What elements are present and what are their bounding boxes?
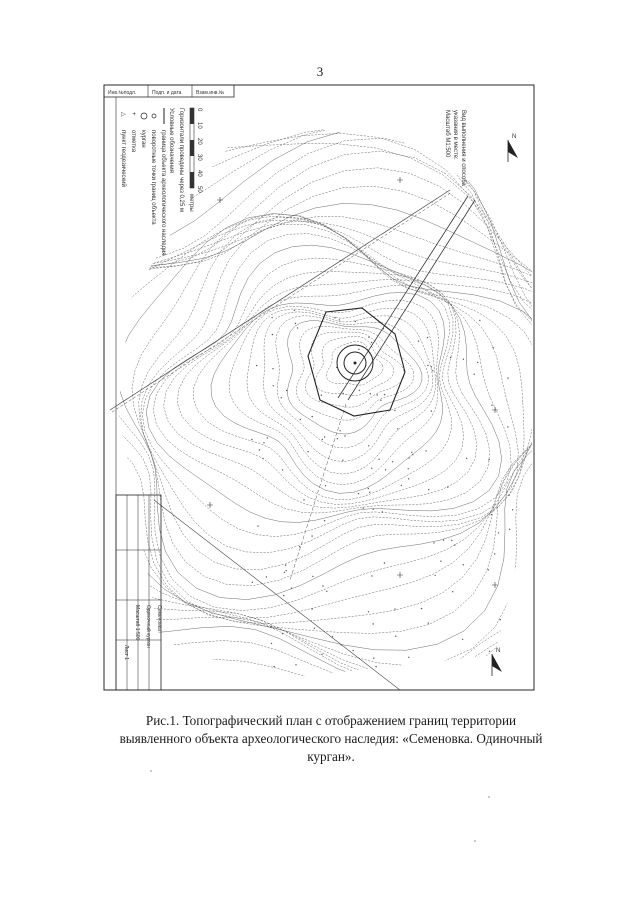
elevation-dot [373,657,374,658]
elevation-dot [488,569,489,570]
elevation-dot [267,437,268,438]
elevation-dot [500,619,501,620]
caption-line-3: курган». [307,749,355,764]
caption-line-2: выявленного объекта археологического наследия: «Семеновка. Одиночный [119,731,543,746]
scale-tick-3: 30 [196,154,202,161]
elevation-dot [263,442,264,443]
elevation-dot [512,509,513,510]
elevation-dot [322,585,323,586]
grid-cross [207,502,213,508]
elevation-dot [295,664,296,665]
elevation-dot [286,570,287,571]
elevation-dot [286,390,287,391]
elevation-dot [397,666,398,667]
elevation-dot [435,575,436,576]
scan-speck [488,796,490,798]
elevation-dot [427,365,428,366]
elevation-dot [339,319,340,320]
elevation-dot [418,340,419,341]
elevation-dot [259,449,260,450]
north-symbol-bottom: N [496,648,501,654]
elevation-dot [337,438,338,439]
elevation-dot [463,564,464,565]
elevation-dot [384,394,385,395]
elevation-dot [266,576,267,577]
elevation-dot [503,659,504,660]
elevation-dot [262,458,263,459]
elevation-dot [425,450,426,451]
elevation-dot [312,416,313,417]
elevation-dot [371,468,372,469]
elevation-dot [479,320,480,321]
elevation-dot [326,591,327,592]
elevation-dot [371,342,372,343]
corridor-line-1 [338,196,468,398]
elevation-dot [432,370,433,371]
elevation-dot [325,485,326,486]
elevation-dot [428,622,429,623]
elevation-dot [339,430,340,431]
elevation-dot [447,487,448,488]
legend-title: Условные обозначения [168,108,174,173]
elevation-dot [273,666,274,667]
elevation-dot [353,650,354,651]
elevation-dot [282,469,283,470]
elevation-dot [440,561,441,562]
elevation-dot [507,377,508,378]
elevation-dot [498,532,499,533]
elevation-dot [477,362,478,363]
elevation-dot [303,499,304,500]
elevation-dot [431,410,432,411]
legend-item-points: поворотные точки границ объекта [150,130,156,225]
elevation-dot [271,643,272,644]
elevation-dot [368,445,369,446]
topographic-plan-drawing [100,80,540,695]
elevation-dot [256,365,257,366]
stamp-cell-2: Одиночный курган [145,605,151,648]
elevation-dot [321,654,322,655]
contour-line [100,216,540,611]
elevation-dot [474,374,475,375]
elevation-dot [491,405,492,406]
grid-cross [397,177,403,183]
elevation-dot [395,636,396,637]
legend-symbol-kurgan [141,113,147,119]
elevation-dot [507,426,508,427]
elevation-dot [462,639,463,640]
legend-item-mark: отметка [130,130,136,153]
elevation-dot [392,461,393,462]
elevation-dot [494,553,495,554]
elevation-dot [412,454,413,455]
elevation-dot [373,623,374,624]
elevation-dot [489,651,490,652]
contour-line [146,245,502,522]
elevation-dot [489,459,490,460]
figure-caption [100,712,562,766]
elevation-dot [433,542,434,543]
contour-line [141,224,519,553]
elevation-dot [375,666,376,667]
elevation-dot [322,439,323,440]
elevation-dot [307,451,308,452]
title-line-3: Масштаб М1:500 [444,110,450,158]
elevation-dot [371,575,372,576]
south-line [290,404,346,580]
elevation-dot [384,562,385,563]
svg-text:+: + [130,112,136,116]
elevation-dot [343,393,344,394]
contour-line [153,258,490,513]
stamp-cell-4: Лист 1 [123,645,129,661]
caption-line-1: Рис.1. Топографический план с отображением границ территории [145,713,517,728]
contour-line [288,321,422,434]
title-line-1: Вид выполнения и способа [460,110,466,186]
elevation-dot [394,410,395,411]
elevation-dot [382,511,383,512]
elevation-dot [376,394,377,395]
contour-line [100,220,540,618]
elevation-dot [373,509,374,510]
elevation-dot [297,327,298,328]
elevation-dot [271,317,272,318]
contour-line [276,316,429,448]
elevation-dot [321,395,322,396]
elevation-dot [411,452,412,453]
elevation-dot [251,439,252,440]
scale-tick-2: 20 [196,138,202,145]
contour-line [194,286,452,500]
elevation-dot [282,633,283,634]
elevation-dot [492,347,493,348]
elevation-dot [291,588,292,589]
stamp-block [116,495,162,690]
scale-tick-0: 0 [196,108,202,112]
elevation-dot [300,419,301,420]
elevation-dot [385,469,386,470]
elevation-dot [443,539,444,540]
title-line-2: указания в месте: [452,110,458,160]
header-cell-2: Подп. и дата [152,90,182,96]
legend-item-boundary: граница объекта археологического наследия [160,130,166,256]
site-boundary-polygon [308,308,405,416]
elevation-dot [401,485,402,486]
elevation-dot [284,572,285,573]
elevation-dot [324,520,325,521]
elevation-dot [342,460,343,461]
elevation-dot [358,349,359,350]
elevation-dot [294,310,295,311]
scale-tick-4: 40 [196,170,202,177]
header-cell-3: Взам.инв.№ [196,90,225,96]
elevation-dot [454,544,455,545]
contour-line [100,222,540,624]
elevation-dot [283,595,284,596]
topographic-plan [100,80,540,695]
elevation-dot [272,334,273,335]
north-symbol-top: N [512,134,517,140]
elevation-dot [257,525,258,526]
header-cell-1: Инв.№подл. [108,90,137,96]
scan-speck [150,770,152,772]
scale-unit: метры [188,194,194,212]
elevation-dot [428,489,429,490]
stamp-cell-3: Масштаб 1:500 [134,605,140,641]
elevation-dot [368,337,369,338]
elevation-dot [508,495,509,496]
contour-line [142,234,511,537]
grid-cross [397,572,403,578]
elevation-dot [450,357,451,358]
elevation-dot [394,608,395,609]
elevation-dot [370,393,371,394]
north-arrow-top [508,134,518,162]
north-arrow-bottom [492,648,502,676]
elevation-dot [324,436,325,437]
elevation-dot [451,540,452,541]
contour-line [132,214,540,586]
elevation-dot [311,608,312,609]
svg-text:△: △ [120,112,126,117]
elevation-marks [207,177,513,667]
elevation-dot [369,492,370,493]
elevation-dot [334,317,335,318]
scale-tick-5: 50 [196,186,202,193]
grid-cross [217,197,223,203]
elevation-dot [363,507,364,508]
elevation-dot [285,565,286,566]
elevation-dot [408,657,409,658]
elevation-dot [344,435,345,436]
contour-line [247,308,436,474]
elevation-dot [270,627,271,628]
elevation-dot [431,366,432,367]
elevation-dot [295,323,296,324]
elevation-dot [408,468,409,469]
elevation-dot [252,582,253,583]
legend-block [120,108,202,256]
kurgan-center [354,362,357,365]
elevation-dot [380,400,381,401]
elevation-dot [368,488,369,489]
elevation-dot [378,459,379,460]
elevation-dot [314,628,315,629]
contour-note: Горизонтали проведены через 0,25 м [178,108,184,213]
legend-symbol-point [152,114,156,118]
scan-speck [474,840,476,842]
legend-item-geodetic: пункт геодезический [120,130,126,187]
elevation-dot [311,535,312,536]
elevation-dot [355,321,356,322]
legend-item-kurgan: курган [140,130,146,148]
elevation-dot [408,457,409,458]
elevation-dot [427,337,428,338]
elevation-dot [359,390,360,391]
elevation-dot [491,514,492,515]
contour-line [177,279,463,504]
elevation-dot [272,368,273,369]
contour-line [100,217,540,634]
contour-line [164,272,477,509]
elevation-dot [397,428,398,429]
elevation-dot [281,397,282,398]
elevation-dot [312,576,313,577]
elevation-dot [463,359,464,360]
elevation-dot [466,458,467,459]
header-strip [104,85,234,97]
stamp-cell-1: Семеновка [156,605,162,631]
elevation-dot [421,608,422,609]
elevation-dot [408,478,409,479]
elevation-dot [509,529,510,530]
elevation-dot [358,493,359,494]
elevation-dot [368,611,369,612]
contour-line [100,204,540,651]
scale-tick-1: 10 [196,122,202,129]
elevation-dot [452,591,453,592]
page-number: 3 [316,64,324,79]
elevation-dot [481,658,482,659]
elevation-dot [273,385,274,386]
